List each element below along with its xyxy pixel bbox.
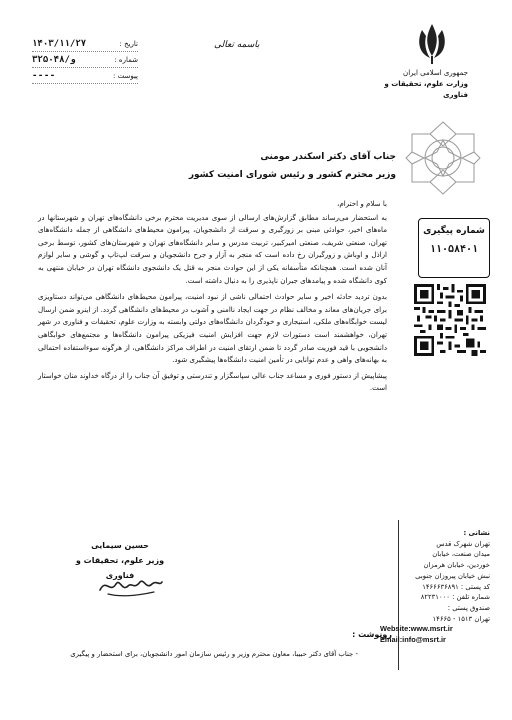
address-line1: تهران شهرک قدس bbox=[436, 539, 490, 548]
po-box-value: تهران ۱۵۱۳ - ۱۴۶۶۵ bbox=[432, 614, 490, 623]
ministry-line2: وزارت علوم، تحقیقات و فناوری bbox=[384, 80, 468, 99]
address-title: نشانی : bbox=[463, 529, 490, 537]
attachment-row bbox=[32, 68, 138, 84]
address-line2: میدان صنعت، خیابان bbox=[432, 550, 490, 559]
po-box-label: صندوق پستی : bbox=[447, 603, 490, 612]
date-row bbox=[32, 36, 138, 52]
tracking-box bbox=[418, 218, 490, 278]
letter-body bbox=[38, 198, 387, 395]
salutation bbox=[116, 148, 396, 184]
address-line3: خوردین، خیابان هرمزان bbox=[423, 561, 490, 570]
website-link[interactable]: Website:www.msrt.ir bbox=[380, 624, 453, 634]
date-label: تاریخ : bbox=[119, 39, 138, 48]
address-line4: نبش خیابان پیروزان جنوبی bbox=[415, 571, 490, 580]
cc-line: - جناب آقای دکتر حبیبا، معاون محترم وزیر و رئیس سازمان امور دانشجویان، برای استحضار و پیگیری bbox=[70, 650, 358, 658]
paragraph-1: به استحضار می‌رساند مطابق گزارش‌های ارسالی از سوی مدیریت محترم برخی دانشگاه‌های تهران و شهرستانها در ماه‌های اخیر، حوادثی مبنی بر زورگیری و سرقت از دانشجویان، پیرامون محیط‌های دانشگاهی از جمله دانشگاه‌های تهران، صنعتی شریف، صنعتی امیرکبیر، تربیت مدرس و سایر دانشگاه‌های تهران و شهرستان‌های کشور، توسط برخی اراذل و اوباش و زورگیران رخ داده است که منجر به آزار و جرح دانشجویان و سرقت لپ‌تاپ و گوشی و سایر لوازم آنان شده است. همچنانکه متأسفانه یکی از این حوادث منجر به قتل یک دانشجوی دانشگاه تهران در خیابان منتهی به کوی دانشگاه شده و پیامدهای جبران ناپذیری را به دنبال داشته است. bbox=[38, 212, 387, 285]
greeting: با سلام و احترام، bbox=[337, 199, 387, 208]
arabesque-ornament-icon bbox=[404, 120, 482, 196]
address-block bbox=[380, 528, 490, 646]
number-value: ۳۲۵۰۴۸/و bbox=[32, 54, 76, 65]
date-value: ۱۴۰۳/۱۱/۲۷ bbox=[32, 38, 87, 49]
postal-code: کد پستی : ۱۴۶۶۶۳۶۸۹۱ bbox=[422, 582, 490, 591]
tracking-number: ۱۱۰۵۸۴۰۱ bbox=[429, 244, 479, 255]
letter-meta bbox=[32, 36, 138, 84]
recipient-title: وزیر محترم کشور و رئیس شورای امنیت کشور bbox=[188, 170, 396, 180]
ministry-name bbox=[358, 68, 468, 101]
attachment-label: پیوست : bbox=[113, 71, 138, 80]
phone: شماره تلفن : ۸۲۲۳۱۰۰۰ bbox=[420, 593, 490, 602]
handwritten-signature-icon bbox=[96, 570, 166, 600]
paragraph-2: بدون تردید حادثه اخیر و سایر حوادث احتمالی ناشی از نبود امنیت، پیرامون محیط‌های دانشگاهی می‌تواند دستاویزی برای جریان‌های معاند و مخالف نظام در جهت ایجاد ناامنی و آشوب در محیط‌های دانشگاهی گردد. از اینرو ضمن ارسال لیست خوابگاه‌های ملکی، استیجاری و خودگردان دانشگاه‌های دولتی وابسته به وزارت علوم، تحقیقات و فناوری در شهر تهران، خواهشمند است دستورات لازم جهت افزایش امنیت فیزیکی پیرامون دانشگاه‌ها و مجتمع‌های خوابگاهی دانشجویی با قید فوریت صادر گردد تا ضمن ارتقای امنیت در اطراف مراکز دانشگاهی، از هرگونه سوءاستفاده احتمالی به بهانه‌های واهی و عدم توانایی در تأمین امنیت دانشگاه‌ها پیشگیری شود. bbox=[38, 292, 387, 365]
email-link[interactable]: Email:info@msrt.ir bbox=[380, 635, 446, 645]
iran-emblem-icon bbox=[412, 22, 452, 66]
signer-name: حسین سیمایی bbox=[91, 541, 149, 550]
cc-title: رونوشت : bbox=[352, 630, 392, 639]
number-row bbox=[32, 52, 138, 68]
signer-title: وزیر علوم، تحقیقات و فناوری bbox=[75, 556, 165, 580]
recipient-name: جناب آقای دکتر اسکندر مومنی bbox=[260, 152, 396, 162]
number-label: شماره : bbox=[114, 55, 138, 64]
paragraph-3: پیشاپیش از دستور فوری و مساعد جناب عالی سپاسگزار و تندرستی و توفیق آن جناب را از درگاه خداوند منان خواستار است. bbox=[38, 370, 387, 393]
ministry-line1: جمهوری اسلامی ایران bbox=[403, 69, 468, 77]
attachment-value: ---- bbox=[32, 70, 56, 81]
qr-code-icon bbox=[414, 284, 486, 356]
tracking-label: شماره پیگیری bbox=[423, 226, 485, 236]
basmala: باسمه تعالی bbox=[214, 40, 260, 50]
